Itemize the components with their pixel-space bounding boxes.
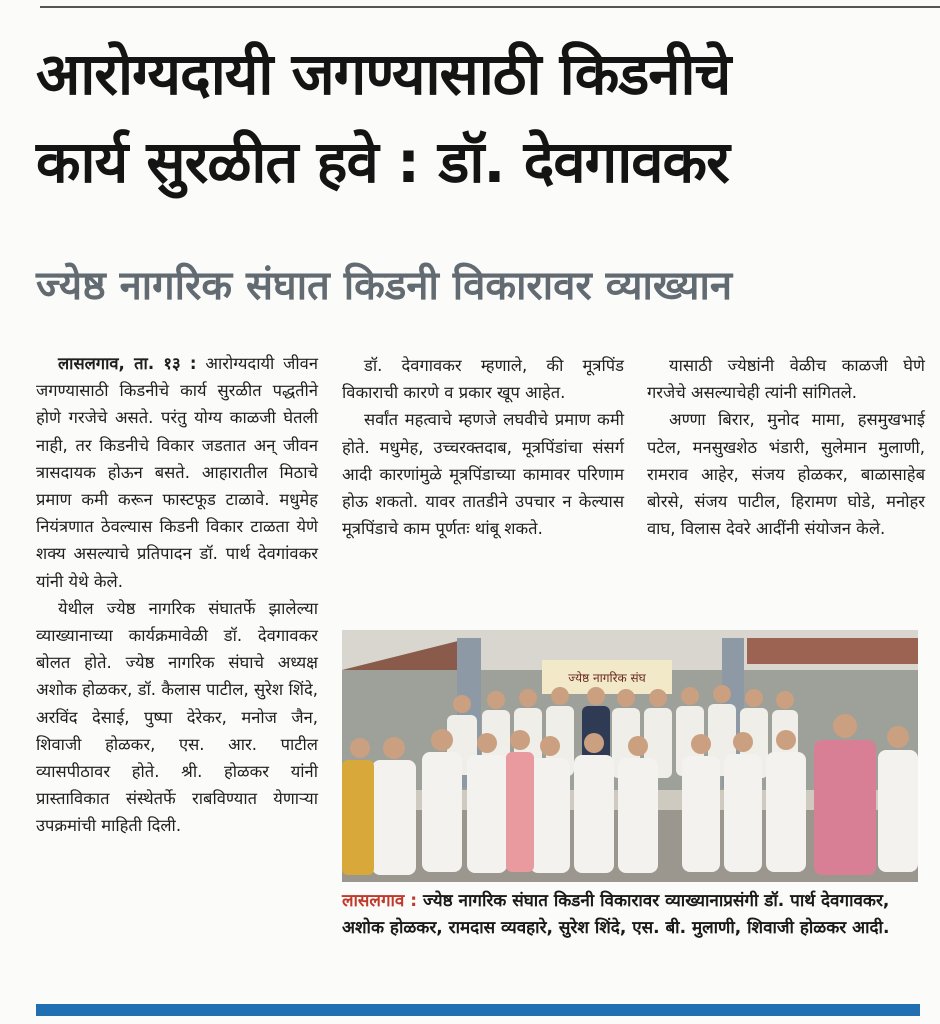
paragraph-3: डॉ. देवगावकर म्हणाले, की मूत्रपिंड विकाराची कारणे व प्रकार खूप आहेत. — [342, 356, 624, 403]
caption-text: ज्येष्ठ नागरिक संघात किडनी विकारावर व्याख्यानाप्रसंगी डॉ. पार्थ देवगावकर, अशोक होळकर, रामदास व्यवहारे, सुरेश शिंदे, एस. बी. मुलाणी, शिवाजी होळकर आदी. — [342, 891, 890, 938]
paragraph-5: यासाठी ज्येष्ठांनी वेळीच काळजी घेणे गरजेचे असल्याचेही त्यांनी सांगितले. — [647, 356, 925, 403]
paragraph-1-text: आरोग्यदायी जीवन जगण्यासाठी किडनीचे कार्य सुरळीत पद्धतीने होणे गरजेचे असते. परंतु योग्य काळजी घेतली नाही, तर किडनीचे विकार जडतात अन् जीवन त्रासदायक होऊन बसते. आहारातील मिठाचे प्रमाण कमी करून फास्टफूड टाळावे. मधुमेह नियंत्रणात ठेवल्यास किडनी विकार टाळता येणे शक्य असल्याचे प्रतिपादन डॉ. पार्थ देवगांवकर यांनी येथे केले. — [36, 354, 318, 591]
bottom-bar — [36, 1004, 920, 1016]
top-rule — [40, 6, 940, 8]
headline-line-2: कार्य सुरळीत हवे : डॉ. देवगावकर — [36, 128, 729, 196]
paragraph-1 — [36, 350, 318, 595]
headline-line-1: आरोग्यदायी जगण्यासाठी किडनीचे — [36, 40, 731, 108]
subheadline: ज्येष्ठ नागरिक संघात किडनी विकारावर व्याख्यान — [36, 263, 733, 309]
group-photo-illustration — [342, 630, 918, 882]
group-photo — [342, 630, 918, 882]
article-column-2 — [342, 352, 624, 542]
article-column-3 — [647, 352, 925, 542]
caption-place: लासलगाव : — [342, 891, 418, 911]
headline — [36, 30, 926, 206]
article-column-1 — [36, 350, 318, 840]
paragraph-2: येथील ज्येष्ठ नागरिक संघातर्फे झालेल्या व्याख्यानाच्या कार्यक्रमावेळी डॉ. देवगावकर बोलत होते. ज्येष्ठ नागरिक संघाचे अध्यक्ष अशोक होळकर, डॉ. कैलास पाटील, सुरेश शिंदे, अरविंद देसाई, पुष्पा देरेकर, मनोज जैन, शिवाजी होळकर, एस. आर. पाटील व्यासपीठावर होते. श्री. होळकर यांनी प्रास्ताविकात संस्थेतर्फे राबविण्यात येणाऱ्या उपक्रमांची माहिती दिली. — [36, 598, 318, 836]
photo-sign: ज्येष्ठ नागरिक संघ — [568, 671, 646, 685]
paragraph-6: अण्णा बिरार, मुनोद मामा, हसमुखभाई पटेल, मनसुखशेठ भंडारी, सुलेमान मुलाणी, रामराव आहेर, संजय होळकर, बाळासाहेब बोरसे, संजय पाटील, हिरामण घोडे, मनोहर वाघ, विलास देवरे आदींनी संयोजन केले. — [647, 410, 925, 539]
dateline: लासलगाव, ता. १३ : — [58, 354, 197, 373]
paragraph-4: सर्वांत महत्वाचे म्हणजे लघवीचे प्रमाण कमी होते. मधुमेह, उच्चरक्तदाब, मूत्रपिंडांचा संसर्ग आदी कारणांमुळे मूत्रपिंडाच्या कामावर परिणाम होऊ शकतो. यावर तातडीने उपचार न केल्यास मूत्रपिंडाचे काम पूर्णतः थांबू शकते. — [342, 410, 624, 539]
photo-caption — [342, 888, 922, 942]
